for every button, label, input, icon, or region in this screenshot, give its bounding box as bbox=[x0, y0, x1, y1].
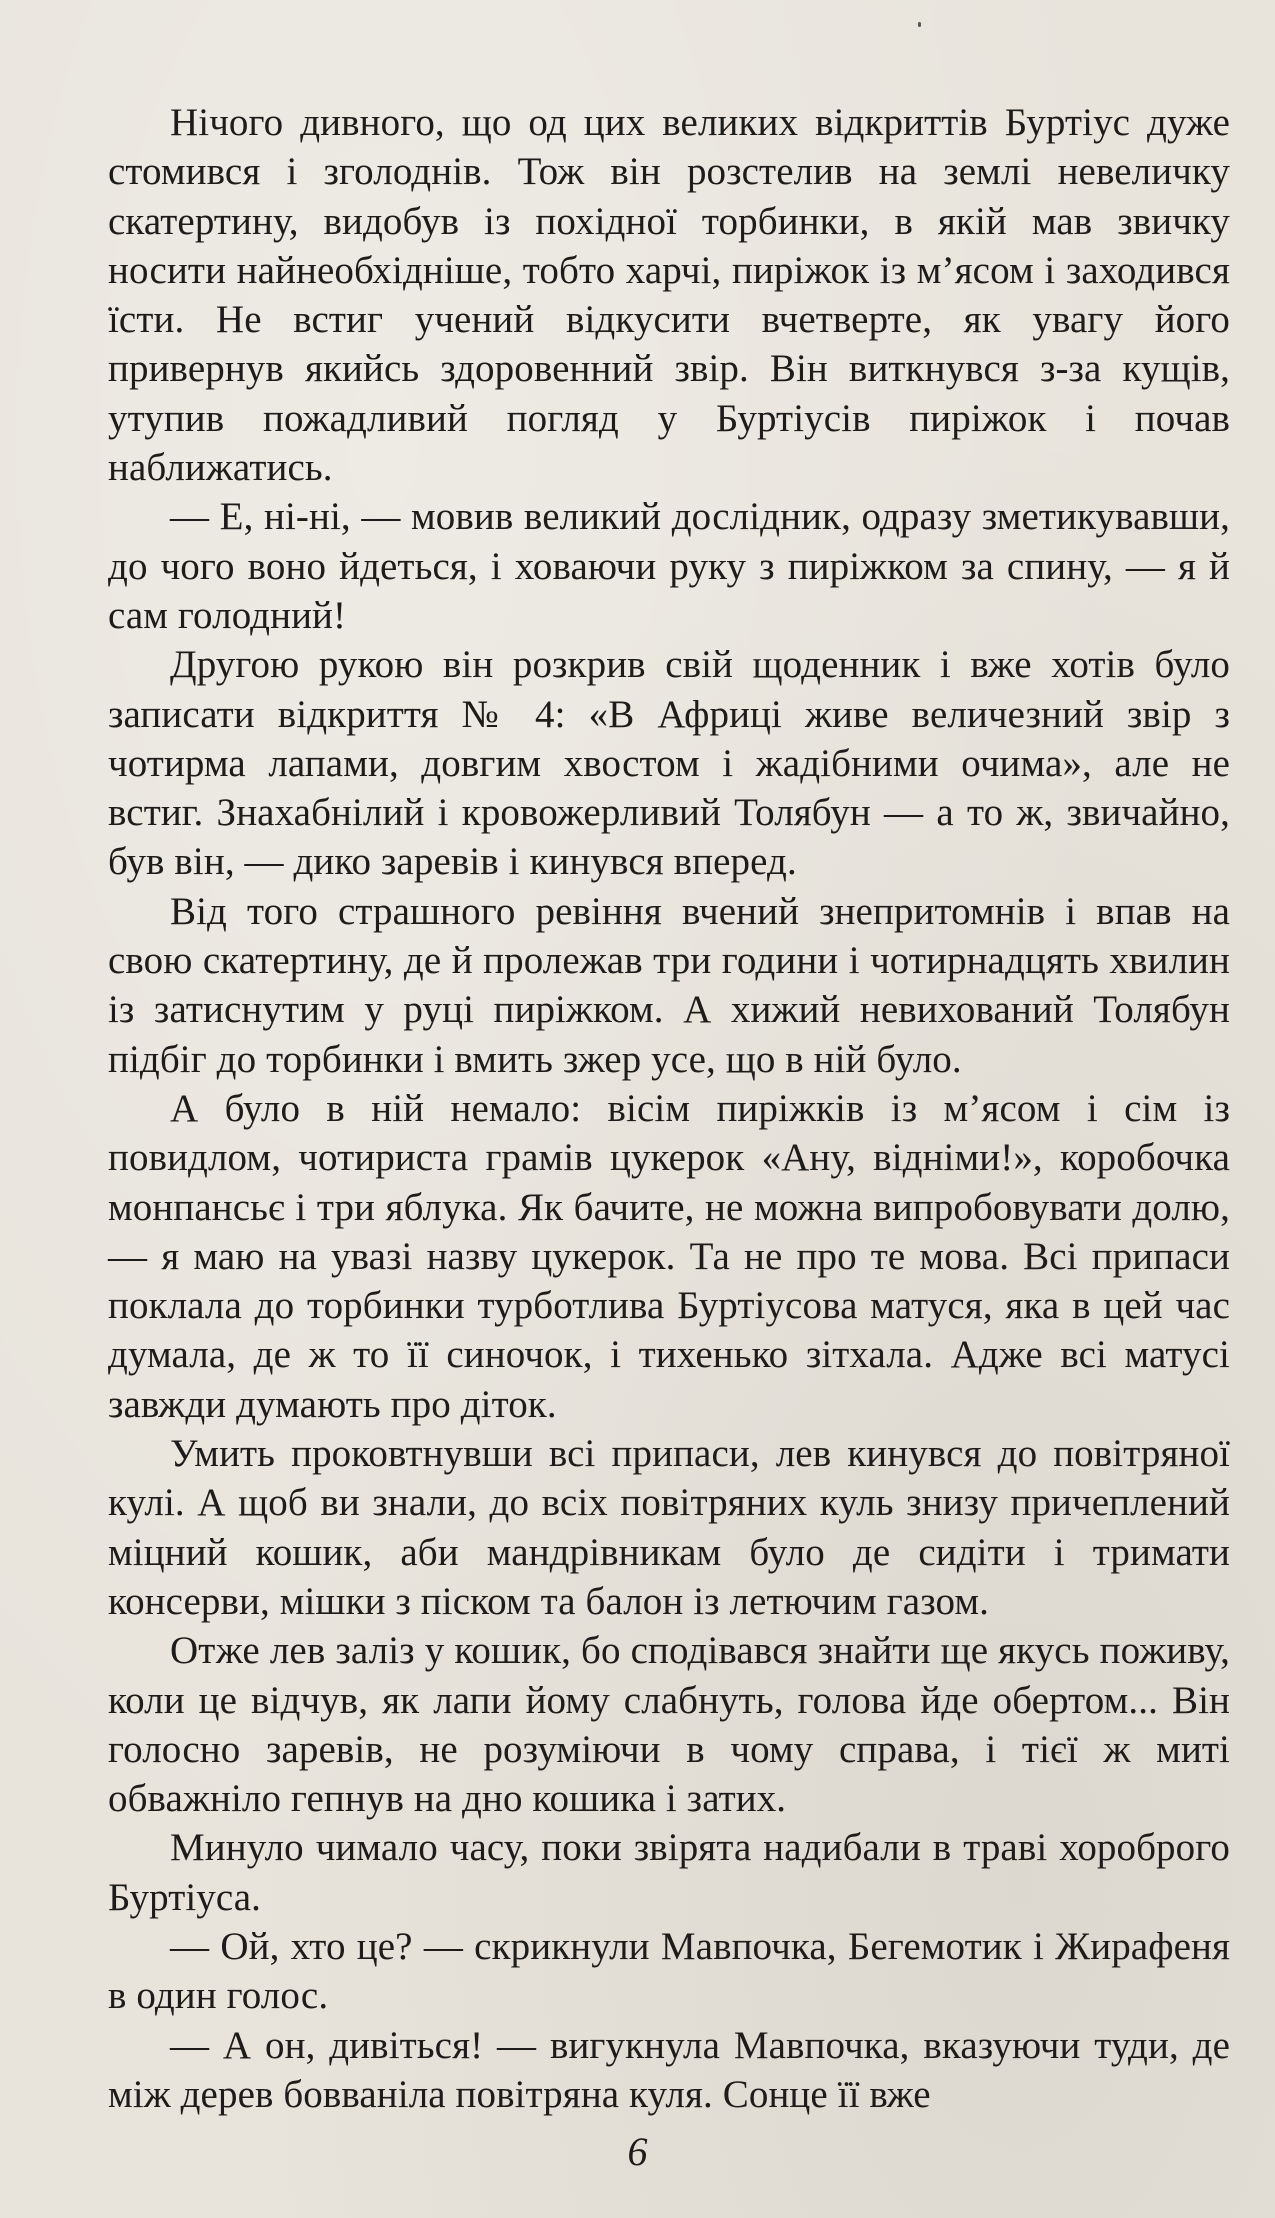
paragraph: А було в ній немало: вісім пиріжків із м’ясом і сім із повидлом, чотириста грамів цукерок «Ану, відніми!», коробочка монпансьє і три яблука. Як бачите, не можна випробовувати долю, — я маю на увазі назву цукерок. Та не про те мова. Всі припаси поклала до торбинки турботлива Буртіусова матуся, яка в цей час думала, де ж то її синочок, і тихенько зітхала. Адже всі матусі завжди думають про діток. bbox=[108, 1086, 1230, 1426]
page-number: 6 bbox=[627, 2129, 648, 2174]
paragraph: Від того страшного ревіння вчений знепритомнів і впав на свою скатертину, де й пролежав три години і чотирнадцять хвилин із затиснутим у руці пиріжком. А хижий невихований Толябун підбіг до торбинки і вмить зжер усе, що в ній було. bbox=[108, 889, 1230, 1081]
body-text bbox=[108, 98, 1230, 2119]
paragraph: Умить проковтнувши всі припаси, лев кинувся до повітряної кулі. А щоб ви знали, до всіх повітряних куль знизу причеплений міцний кошик, аби мандрівникам було де сидіти і тримати консерви, мішки з піском та балон із летючим газом. bbox=[108, 1432, 1230, 1623]
paragraph: Нічого дивного, що од цих великих відкриттів Буртіус дуже стомився і зголоднів. Тож він розстелив на землі невеличку скатертину, видобув із похідної торбинки, в якій мав звичку носити найнеобхідніше, тобто харчі, пиріжок із м’ясом і заходився їсти. Не встиг учений відкусити вчетверте, як увагу його привернув якийсь здоровенний звір. Він виткнувся з-за кущів, утупив пожадливий погляд у Буртіусів пиріжок і почав наближатись. bbox=[108, 101, 1230, 490]
paragraph: — Ой, хто це? — скрикнули Мавпочка, Бегемотик і Жирафеня в один голос. bbox=[108, 1924, 1230, 2018]
paragraph: — Е, ні-ні, — мовив великий дослідник, одразу зметикувавши, до чого воно йдеться, і ховаючи руку з пиріжком за спину, — я й сам голодний! bbox=[108, 495, 1230, 637]
paragraph: — А он, дивіться! — вигукнула Мавпочка, вказуючи туди, де між дерев бовваніла повітряна куля. Сонце її вже bbox=[108, 2023, 1230, 2116]
paragraph: Минуло чимало часу, поки звірята надибали в траві хороброго Буртіуса. bbox=[108, 1826, 1230, 1919]
paragraph: Отже лев заліз у кошик, бо сподівався знайти ще якусь поживу, коли це відчув, як лапи йому слабнуть, голова йде обертом... Він голосно заревів, не розуміючи в чому справа, і тієї ж миті обважніло гепнув на дно кошика і затих. bbox=[108, 1629, 1230, 1821]
paragraph: Другою рукою він розкрив свій щоденник і вже хотів було записати відкриття № 4: «В Африці живе величезний звір з чотирма лапами, довгим хвостом і жадібними очима», але не встиг. Знахабнілий і кровожерливий Толябун — а то ж, звичайно, був він, — дико заревів і кинувся вперед. bbox=[108, 643, 1230, 884]
print-speck bbox=[918, 22, 921, 27]
